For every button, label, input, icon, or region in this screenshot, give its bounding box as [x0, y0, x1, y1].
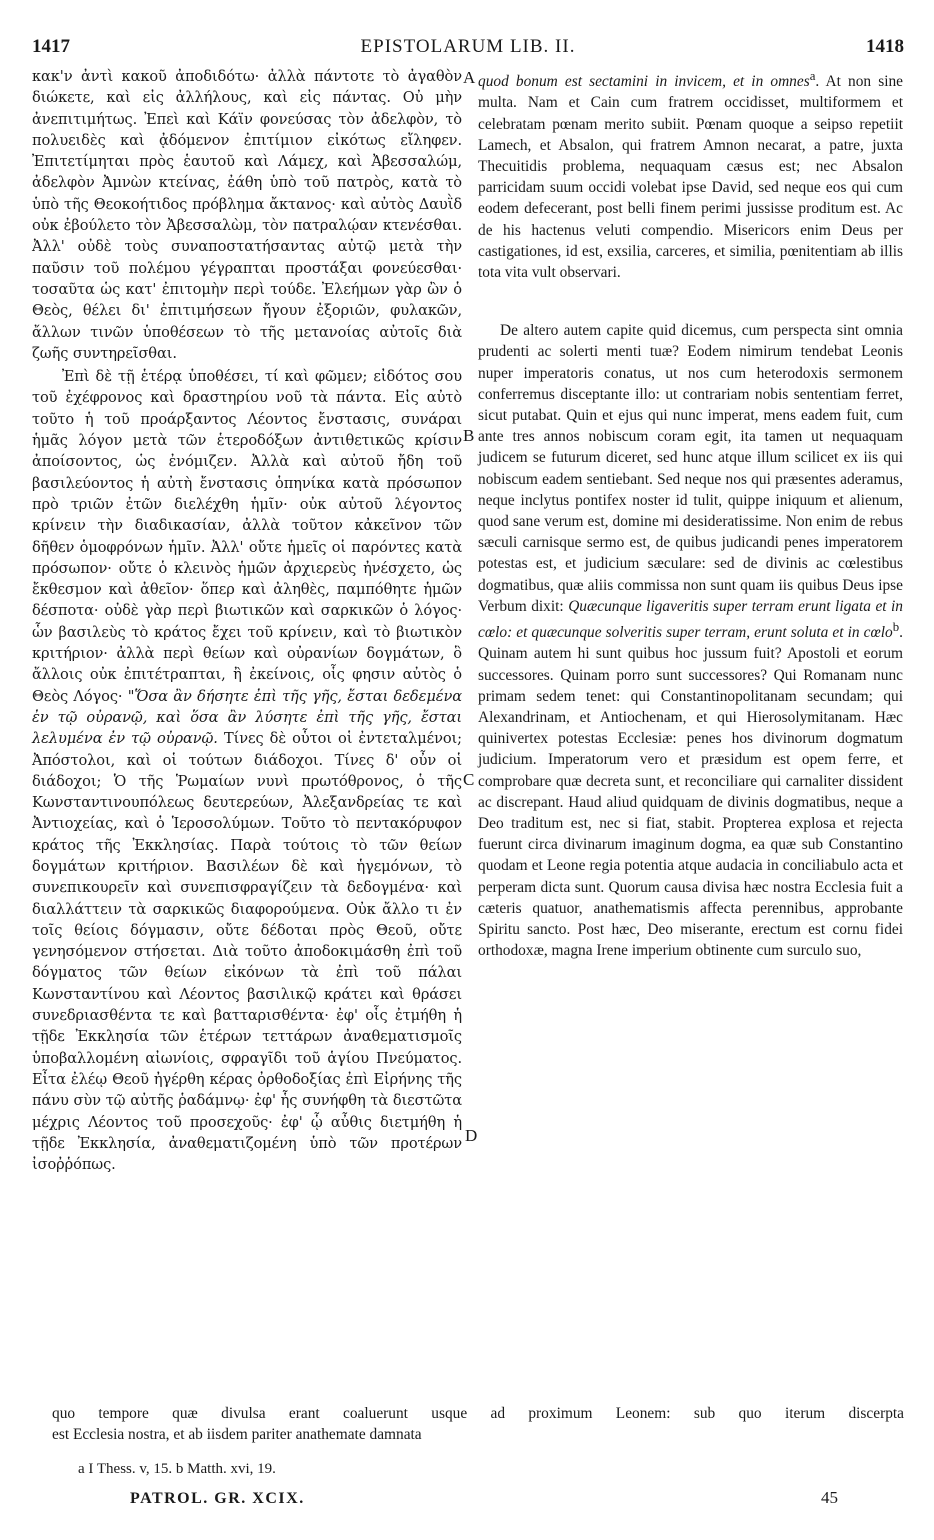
greek-paragraph-1: κακ'ν ἀντὶ κακοῦ ἀποδιδότω· ἀλλὰ πάντοτε τὸ ἀγαθὸν διώκετε, καὶ εἰς ἀλλήλους, καὶ εἰς πάντας. Οὐ μὴν ἀνεπιτιμήτως. Ἐπεὶ καὶ Κάϊν φονεύσας τὸν ἀδελφὸν, τὸ πολυειδὲς καὶ ᾀδόμενον ἐπιτίμιον εἰκότως εἴληφεν. Ἐπιτετίμηται πρὸς ἑαυτοῦ καὶ Λάμεχ, καὶ Ἀβεσσαλώμ, ἀδελφὸν Ἀμνὼν κτείνας, ἐάθη ὑπὸ τοῦ πατρὸς, κατὰ τὸ ὑπὸ τῆς Θεοκοήτιδος πρόβλημα ἄκτανος· καὶ αὐτὸς Δαυῒδ οὐκ ἐβούλετο τὸν Ἀβεσσαλὼμ, τὸν πατραλῴαν κτενέσθαι. Ἀλλ' οὐδὲ τοὺς συναποστατήσαντας αὐτῷ μετὰ τὴν παῦσιν τοῦ πολέμου γέγραπται προστάξαι φονεύεσθαι· τοσαῦτα ὡς κατ' ἐπιτομὴν περὶ τούδε. Ἐλεήμων γὰρ ὢν ὁ Θεὸς, θέλει δι' ἐπιτιμήσεων ἤγουν ἐξοριῶν, φυλακῶν, ἄλλων τινῶν ὑποθέσεων τὸ τῆς μετανοίας αὐτοῖς διὰ ζωῆς συντηρεῖσθαι. — [32, 68, 462, 362]
footnotes: a I Thess. v, 15. b Matth. xvi, 19. — [78, 1461, 276, 1477]
right-column-number: 1418 — [866, 36, 904, 57]
full-width-continuation — [52, 1403, 904, 1445]
continuation-line-1: quo tempore quæ divulsa erant coaluerunt usque ad proximum Leonem: sub quo iterum discerpta — [52, 1405, 904, 1422]
greek-paragraph-2 — [32, 366, 462, 1175]
latin-column — [478, 66, 903, 961]
greek-scripture-quote: "Ὅσα ἂν δήσητε ἐπὶ τῆς γῆς, ἔσται δεδεμένα ἐν τῷ οὐρανῷ, καὶ ὅσα ἂν λύσητε ἐπὶ τῆς γῆς, ἔσται λελυμένα ἐν τῷ οὐρανῷ. — [32, 687, 462, 748]
footnote-ref-b: b — [892, 620, 900, 634]
section-marker-b: B — [463, 426, 475, 445]
continuation-line-2: est Ecclesia nostra, et ab iisdem pariter anathemate damnata — [52, 1426, 422, 1443]
latin-paragraph-2-text: De altero autem capite quid dicemus, cum perspecta sint omnia prudenti ac solerti menti tuæ? Eodem nimirum tendebat Leonis nuper imperatoris conatus, ut nos cum heterodoxis sermonem conferremus disceptante illo: ut contrariam nobis sententiam ferret, sicut putabat. Quin et ejus qui nunc imperat, mens eadem fuit, cum ante tres annos nobiscum coram egit, ita tamen ut nequaquam judicem se futurum diceret, sed hunc atque illum scilicet ex iis qui nobiscum eadem sentiebant. Sed neque nos qui præsentes aderamus, neque inclytus pontifex noster id tulit, quippe iniquum et alienum, quod sane verum est, domine mi desideratissime. Non enim de rebus sæculi carnisque sermo est, de quibus judicandi penes imperatorem potestas est, et judicium sæculare: sed de divinis ac cœlestibus dogmatibus, quæ aliis commissa non sunt quam iis quibus Deus ipse Verbum dixit: — [478, 322, 903, 615]
section-marker-a: A — [463, 68, 476, 87]
footnote-ref-a: a — [809, 69, 816, 83]
section-marker-d: D — [465, 1126, 478, 1145]
patrologia-signature: PATROL. GR. XCIX. — [130, 1490, 305, 1507]
latin-paragraph-1 — [478, 66, 903, 283]
gathering-signature: 45 — [821, 1488, 838, 1507]
greek-column — [32, 66, 462, 1175]
latin-paragraph-2-continued: . Quinam autem hi sunt quibus hoc jussum fuit? Apostoli et eorum successores. Quinam porro sunt successores? Qui Romanam nunc primam sedem tenet: qui Constantinopolitanam secundam; qui Alexandrinam, et Antiochenam, et qui Hierosolymitanam. Hæc quinivertex potestas Ecclesiæ: penes hos divinorum dogmatum judicium. Imperatorum vero et præsidum est opem ferre, et comprobare quæ decreta sunt, et reconciliare qui carnaliter dissident ac discrepant. Haud aliud quidquam de divinis dogmatibus, neque a Deo traditum est, nec si fiat, stabit. Propterea explosa et rejecta fuerunt circa divinarum imaginum dogma, ea quæ sub Constantino quodam et Leone regia potentia atque audacia in conciliabulo acta et perperam dicta sunt. Quorum causa divisa hæc nostra Ecclesia fuit a cæteris quatuor, anathematismis affecta perennibus, approbante Spiritu sancto. Post hæc, Deo miserante, erectum est cornu fidei orthodoxæ, magna Irene imperium obtinente cum surculo suo, — [478, 624, 903, 960]
section-marker-c: C — [463, 770, 475, 789]
page-header — [32, 36, 904, 62]
left-column-number: 1417 — [32, 36, 70, 57]
running-title: EPISTOLARUM LIB. II. — [360, 36, 576, 57]
latin-scripture-quote: Quæcunque ligaveritis super terram erunt ligata et in cœlo: et quæcunque solveritis super terram, erunt soluta et in cœlo — [478, 597, 903, 642]
latin-quote-1: quod bonum est sectamini in invicem, et in omnes — [478, 73, 810, 91]
latin-paragraph-1-text: . At non sine multa. Nam et Cain cum fratrem occidisset, multiformem et celebratam pœnam merito subiit. Pœnam quoque a seipso repetiit Lamech, et Absalon, qui fratrem Amnon necarat, a patre, juxta Thecuitidis problema, nequaquam cæsus est; nec Absalon parricidam suum occidi volebat ipse David, sed neque eos qui cum eodem defecerant, post belli finem perimi jussisse proditum est. Ac de his hactenus veluti compendio. Misericors enim Deus per castigationes, id est, exsilia, carceres, et similia, pœnitentiam ab illis tota vita vult observari. — [478, 73, 903, 281]
greek-paragraph-2-continued: Τίνες δὲ οὗτοι οἱ ἐντεταλμένοι; Ἀπόστολοι, καὶ οἱ τούτων διάδοχοι. Τίνες δ' οὖν οἱ διάδοχοι; Ὁ τῆς Ῥωμαίων νυνὶ πρωτόθρονος, ὁ τῆς Κωνσταντινουπόλεως δευτερεύων, Ἀλεξανδρείας τε καὶ Ἀντιοχείας, καὶ ὁ Ἱεροσολύμων. Τοῦτο τὸ πεντακόρυφον κράτος τῆς Ἐκκλησίας. Παρὰ τούτοις τὸ τῶν θείων δογμάτων κριτήριον. Βασιλέων δὲ καὶ ἡγεμόνων, τὸ συνεπικουρεῖν καὶ συνεπισφραγίζειν τὰ δεδογμένα· καὶ διαλλάττειν τὰ σαρκικῶς διαφορούμενα. Οὐκ ἄλλο τι ἐν τοῖς θείοις δόγμασιν, οὔτε δέδοται πρὸς Θεοῦ, οὔτε γενησόμενον στήσεται. Διὰ τοῦτο ἀποδοκιμάσθη ἐπὶ τοῦ δόγματος τῶν θείων εἰκόνων τὰ ἐπὶ τοῦ πάλαι Κωνσταντίνου καὶ Λέοντος βασιλικῷ κράτει καὶ θράσει συνεδριασθέντα τε καὶ βατταρισθέντα· ἐφ' οἷς ἐτμήθη ἡ τῇδε Ἐκκλησία τῶν ἑτέρων τεττάρων ἀναθεματισμοῖς ὑποβαλλομένη αἰωνίοις, σφραγῖδι τοῦ ἁγίου Πνεύματος. Εἶτα ἐλέῳ Θεοῦ ἠγέρθη κέρας ὀρθοδοξίας ἐπὶ Εἰρήνης τῆς πάνυ σὺν τῷ αὐτῆς ῥαδάμνῳ· ἐφ' ἧς συνήφθη τὰ διεστῶτα μέχρις Λέοντος τοῦ προσεχοῦς· ἐφ' ᾧ αὖθις διετμήθη ἡ τῇδε Ἐκκλησία, ἀναθεματιζομένη ὑπὸ τῶν προτέρων ἰσοῤῥόπως. — [32, 730, 462, 1174]
latin-paragraph-2 — [478, 320, 903, 961]
greek-paragraph-2-text: Ἐπὶ δὲ τῇ ἑτέρᾳ ὑποθέσει, τί καὶ φῶμεν; εἰδότος σου τοῦ ἐχέφρονος καὶ δραστηρίου νοῦ τὰ πάντα. Εἰς αὐτὸ τοῦτο ἡ τοῦ προάρξαντος Λέοντος ἔνστασις, συνάραι ἡμᾶς λόγον μετὰ τῶν ἑτεροδόξων ἀντιθετικῶς κρίσιν ἀποίσοντος, ὡς ἐνόμιζεν. Ἀλλὰ καὶ αὐτοῦ ἤδη τοῦ βασιλεύοντος ἡ αὐτὴ ἔνστασις ὁπηνίκα κατὰ πρόσωπον πρὸ τριῶν ἐτῶν διελέχθη ἡμῖν· οὐκ αὐτοῦ λέγοντος κρίνειν τὴν διαδικασίαν, ἀλλὰ τοῦτον κἀκεῖνον τῶν δῆθεν ὁμοφρόνων ἡμῖν. Ἀλλ' οὔτε ἡμεῖς οἱ παρόντες κατὰ πρόσωπον· οὔτε ὁ κλεινὸς ἡμῶν ἀρχιερεὺς ἠνέσχετο, ὡς ἔκθεσμον καὶ ἀθεῖον· ὅπερ καὶ ἀληθὲς, παμπόθητε ἡμῶν δέσποτα· οὐδὲ γὰρ περὶ βιωτικῶν καὶ σαρκικῶν ὁ λόγος· ὧν βασιλεὺς τὸ κράτος ἔχει τοῦ κρίνειν, καὶ τὸ βιωτικὸν κριτήριον· ἀλλὰ περὶ θείων καὶ οὐρανίων δογμάτων, ὃ ἄλλοις οὐκ ἐπιτέτραπται, ἢ ἐκείνοις, οἷς φησιν αὐτὸς ὁ Θεὸς Λόγος· — [32, 368, 462, 705]
